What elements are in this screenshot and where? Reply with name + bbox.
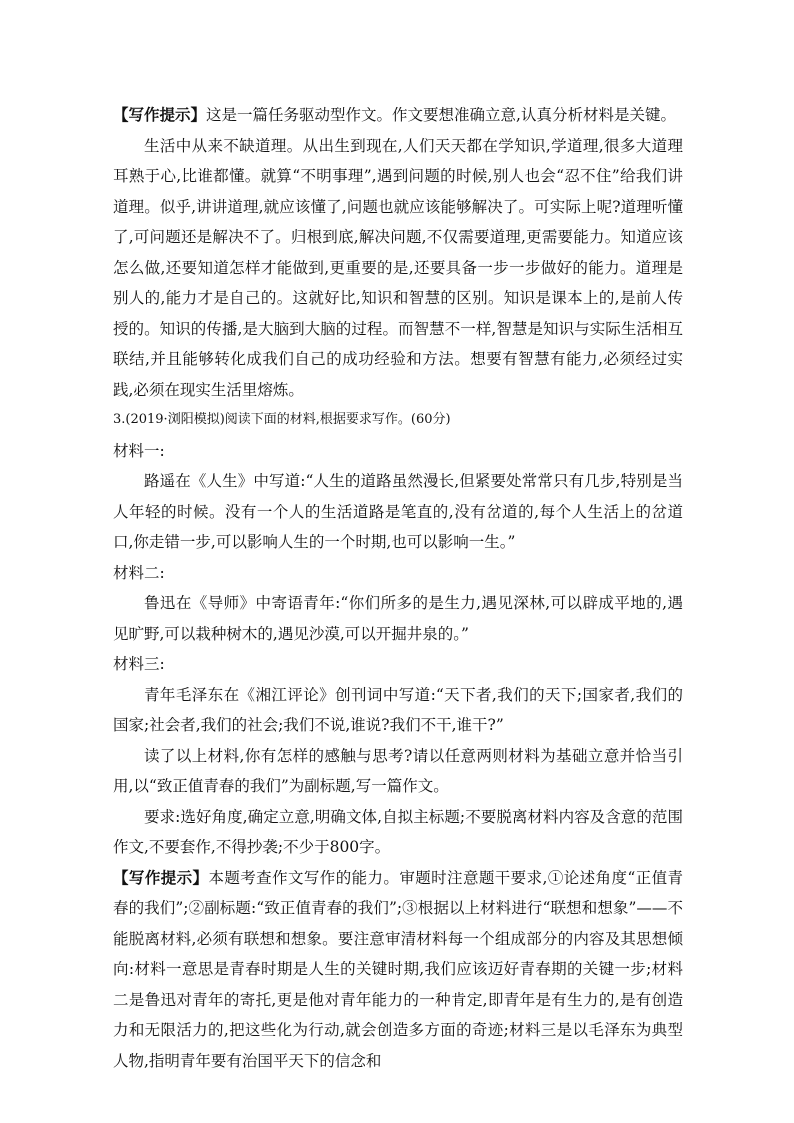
- question-3-header: 3.(2019·浏阳模拟)阅读下面的材料,根据要求写作。(60分): [113, 412, 451, 427]
- material-2-text: 鲁迅在《导师》中寄语青年:“你们所多的是生力,遇见深林,可以辟成平地的,遇见旷野,可以栽种树木的,遇见沙漠,可以开掘井泉的。”: [113, 594, 683, 643]
- writing-requirements: 要求:选好角度,确定立意,明确文体,自拟主标题;不要脱离材料内容及含意的范围作文,不要套作,不得抄袭;不少于800字。: [113, 807, 683, 856]
- writing-tip-text: 这是一篇任务驱动型作文。作文要想准确立意,认真分析材料是关键。: [206, 106, 676, 124]
- material-1-label: 材料一:: [113, 441, 165, 460]
- writing-tip-2: [113, 863, 683, 1077]
- writing-tip-1: [113, 100, 683, 131]
- writing-tip-text: 本题考查作文写作的能力。审题时注意题干要求,①论述角度“正值青春的我们”;②副标题:“致正值青春的我们”;③根据以上材料进行“联想和想象”——不能脱离材料,必须有联想和想象。要注意审清材料每一个组成部分的内容及其思想倾向:材料一意思是青春时期是人生的关键时期,我们应该迈好青春期的关键一步;材料二是鲁迅对青年的寄托,更是他对青年能力的一种肯定,即青年是有生力的,是有创造力和无限活力的,把这些化为行动,就会创造多方面的奇迹;材料三是以毛泽东为典型人物,指明青年要有治国平天下的信念和: [113, 868, 683, 1070]
- material-3-label: 材料三:: [113, 655, 165, 673]
- writing-tip-label: 【写作提示】: [113, 106, 207, 124]
- writing-tip-label: 【写作提示】: [113, 868, 209, 887]
- material-2-label: 材料二:: [113, 563, 165, 582]
- material-3-text: 青年毛泽东在《湘江评论》创刊词中写道:“天下者,我们的天下;国家者,我们的国家;社会者,我们的社会;我们不说,谁说?我们不干,谁干?”: [113, 685, 683, 734]
- writing-prompt: 读了以上材料,你有怎样的感触与思考?请以任意两则材料为基础立意并恰当引用,以“致正值青春的我们”为副标题,写一篇作文。: [113, 746, 683, 795]
- material-1-text: 路遥在《人生》中写道:“人生的道路虽然漫长,但紧要处常常只有几步,特别是当人年轻的时候。没有一个人的生活道路是笔直的,没有岔道的,每个人生活上的岔道口,你走错一步,可以影响人生的一个时期,也可以影响一生。”: [113, 472, 683, 551]
- analysis-paragraph: 生活中从来不缺道理。从出生到现在,人们天天都在学知识,学道理,很多大道理耳熟于心,比谁都懂。就算“不明事理”,遇到问题的时候,别人也会“忍不住”给我们讲道理。似乎,讲讲道理,就应该懂了,问题也就应该能够解决了。可实际上呢?道理听懂了,可问题还是解决不了。归根到底,解决问题,不仅需要道理,更需要能力。知道应该怎么做,还要知道怎样才能做到,更重要的是,还要具备一步一步做好的能力。道理是别人的,能力才是自己的。这就好比,知识和智慧的区别。知识是课本上的,是前人传授的。知识的传播,是大脑到大脑的过程。而智慧不一样,智慧是知识与实际生活相互联结,并且能够转化成我们自己的成功经验和方法。想要有智慧有能力,必须经过实践,必须在现实生活里熔炼。: [113, 136, 683, 399]
- page-content: [113, 100, 683, 1076]
